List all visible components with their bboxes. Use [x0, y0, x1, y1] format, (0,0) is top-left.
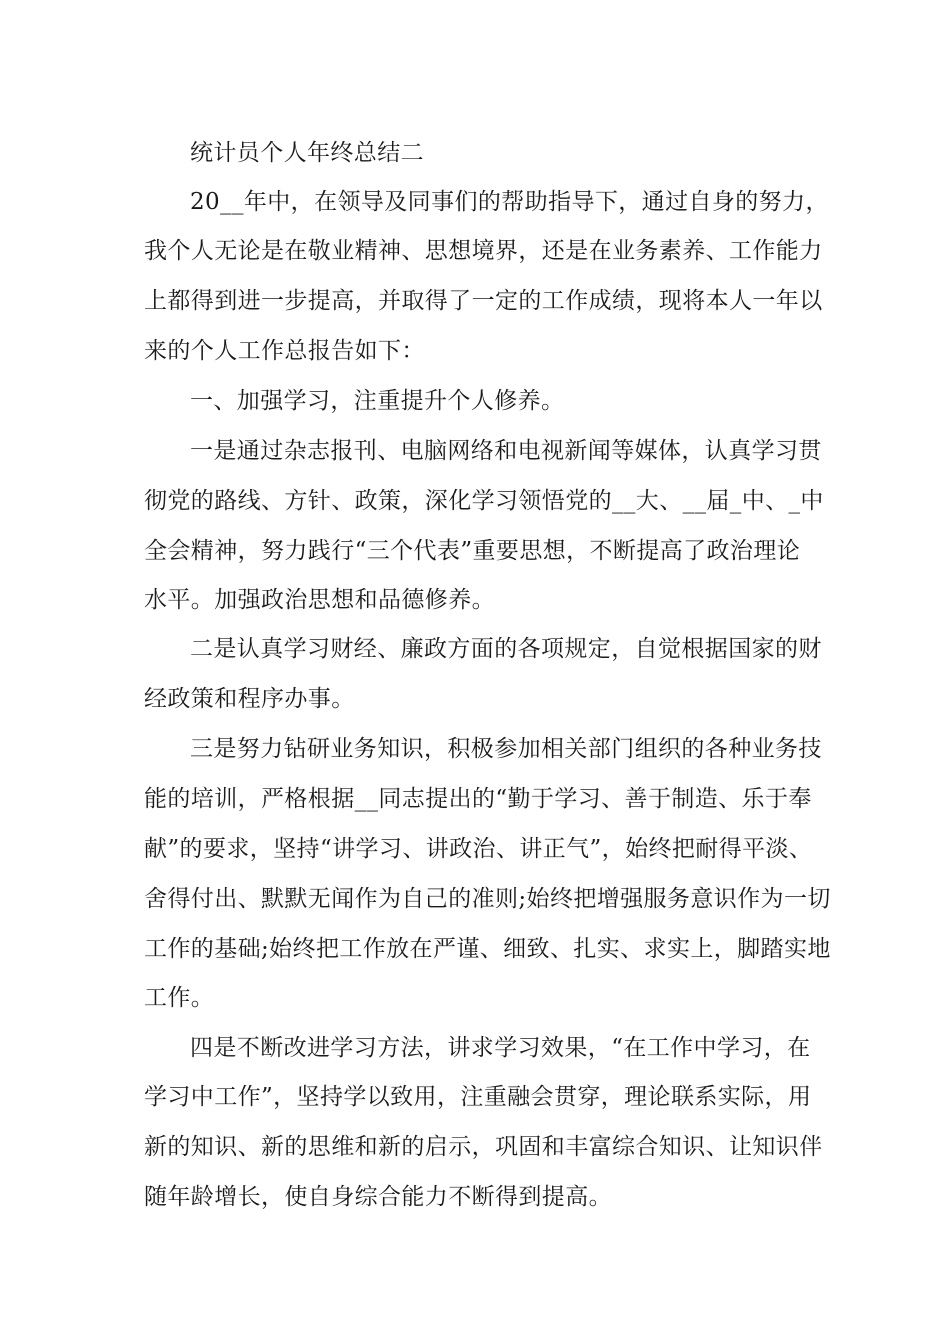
paragraph-line: 上都得到进一步提高，并取得了一定的工作成绩，现将本人一年以 — [144, 288, 823, 314]
paragraph-line: 三是努力钻研业务知识，积极参加相关部门组织的各种业务技 — [190, 736, 822, 762]
paragraph-line: 二是认真学习财经、廉政方面的各项规定，自觉根据国家的财 — [190, 636, 822, 662]
document-title: 统计员个人年终总结二 — [190, 140, 424, 166]
paragraph-line: 20__年中，在领导及同事们的帮助指导下，通过自身的努力， — [190, 189, 829, 215]
paragraph-line: 工作的基础;始终把工作放在严谨、细致、扎实、求实上，脚踏实地 — [144, 936, 831, 962]
paragraph-line: 水平。加强政治思想和品德修养。 — [144, 587, 495, 613]
paragraph-line: 一是通过杂志报刊、电脑网络和电视新闻等媒体，认真学习贯 — [190, 438, 822, 464]
paragraph-line: 舍得付出、默默无闻作为自己的准则;始终把增强服务意识作为一切 — [144, 886, 831, 912]
section-heading: 一、加强学习，注重提升个人修养。 — [190, 388, 565, 414]
paragraph-line: 彻党的路线、方针、政策，深化学习领悟党的__大、__届_中、_中 — [144, 488, 824, 514]
paragraph-line: 学习中工作”，坚持学以致用，注重融会贯穿，理论联系实际，用 — [144, 1084, 812, 1110]
paragraph-line: 来的个人工作总报告如下： — [144, 338, 425, 364]
paragraph-line: 四是不断改进学习方法，讲求学习效果，“在工作中学习，在 — [190, 1035, 811, 1061]
paragraph-line: 全会精神，努力践行“三个代表”重要思想，不断提高了政治理论 — [144, 538, 801, 564]
paragraph-line: 我个人无论是在敬业精神、思想境界，还是在业务素养、工作能力 — [144, 238, 823, 264]
paragraph-line: 献”的要求，坚持“讲学习、讲政治、讲正气”，始终把耐得平淡、 — [144, 836, 813, 862]
paragraph-line: 工作。 — [144, 985, 215, 1011]
paragraph-line: 经政策和程序办事。 — [144, 686, 355, 712]
paragraph-line: 随年龄增长，使自身综合能力不断得到提高。 — [144, 1184, 612, 1210]
paragraph-line: 能的培训，严格根据__同志提出的“勤于学习、善于制造、乐于奉 — [144, 786, 812, 812]
paragraph-line: 新的知识、新的思维和新的启示，巩固和丰富综合知识、让知识伴 — [144, 1134, 823, 1160]
